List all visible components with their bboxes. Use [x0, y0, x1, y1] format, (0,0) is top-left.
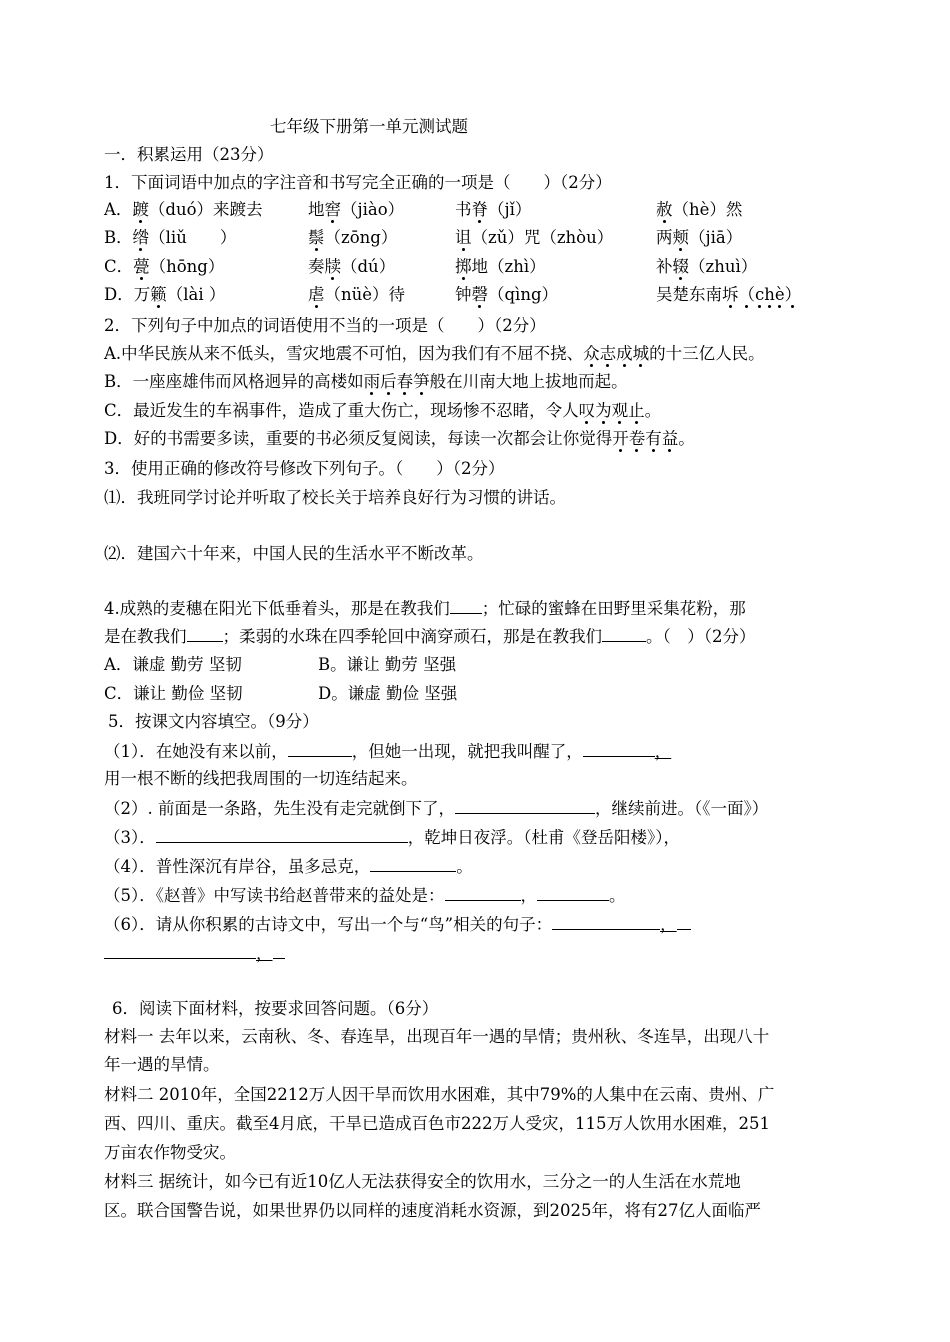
emphasis-dot-char: 雨 [363, 372, 381, 391]
material-line: 万亩农作物受灾。 [104, 1143, 236, 1162]
question-4-option-c: C．谦让 勤俭 坚韧 [104, 684, 243, 703]
answer-blank[interactable] [677, 913, 691, 930]
emphasis-dot-char: è [774, 285, 785, 304]
emphasis-dot-char: 坼 [722, 285, 739, 304]
question-5-item-4: （4）．普性深沉有岸谷，虽多忌克， 。 [104, 857, 473, 876]
emphasis-dot-char: h [764, 285, 775, 304]
question-2-option-d: D．好的书需要多读，重要的书必须反复阅读，每读一次都会让你觉得开卷有益。 [104, 429, 695, 448]
material-line: 材料二 2010年，全国2212万人因干旱而饮用水困难，其中79%的人集中在云南、贵州、广 [104, 1085, 775, 1104]
emphasis-dot-char: 后 [380, 372, 397, 391]
question-3-sentence-1: ⑴．我班同学讨论并听取了校长关于培养良好行为习惯的讲话。 [104, 488, 566, 507]
answer-blank[interactable] [273, 942, 285, 959]
question-5-stem: 5．按课文内容填空。（9分） [108, 712, 319, 731]
material-line: 区。联合国警告说，如果世界仍以同样的速度消耗水资源，到2025年，将有27亿人面临严 [104, 1201, 761, 1220]
emphasis-dot-char: 春 [396, 372, 414, 391]
emphasis-dot-char: 为 [595, 401, 612, 420]
question-2-option-b: B．一座座雄伟而风格迥异的高楼如雨后春笋般在川南大地上拔地而起。 [104, 372, 628, 391]
question-3-stem: 3．使用正确的修改符号修改下列句子。（ ）（2分） [104, 459, 505, 478]
question-2-option-c: C．最近发生的车祸事件，造成了重大伤亡，现场惨不忍睹，令人叹为观止。 [104, 401, 662, 420]
material-line: 西、四川、重庆。截至4月底，干旱已造成百色市222万人受灾，115万人饮用水困难，251 [104, 1114, 770, 1133]
answer-blank[interactable] [450, 597, 482, 614]
answer-blank[interactable] [537, 884, 609, 901]
question-4-option-d: D。谦虚 勤俭 坚强 [318, 684, 458, 703]
material-line: 材料三 据统计，如今已有近10亿人无法获得安全的饮用水，三分之一的人生活在水荒地 [104, 1172, 741, 1191]
answer-blank[interactable] [156, 826, 408, 843]
question-5-item-3: （3）． ，乾坤日夜浮。（杜甫《登岳阳楼》）， [104, 828, 680, 847]
answer-blank[interactable] [370, 855, 456, 872]
answer-blank[interactable] [187, 625, 223, 642]
question-4-option-b: B。谦让 勤劳 坚强 [318, 655, 457, 674]
question-6-stem: 6．阅读下面材料，按要求回答问题。（6分） [112, 999, 439, 1018]
question-5-item-5: （5）．《赵普》中写读书给赵普带来的益处是： ， 。 [104, 886, 626, 905]
answer-blank[interactable] [104, 942, 256, 959]
question-4-line-2: 是在教我们 ；柔弱的水珠在四季轮回中滴穿顽石，那是在教我们 。（ ）（2分） [104, 627, 756, 646]
emphasis-dot-char: 城 [632, 344, 650, 363]
section-heading: 一．积累运用（23分） [104, 145, 274, 164]
emphasis-dot-char: 卷 [628, 429, 646, 448]
emphasis-dot-char: 众 [583, 344, 600, 363]
question-2-option-a: A.中华民族从来不低头，雪灾地震不可怕，因为我们有不屈不挠、众志成城的十三亿人民。 [104, 344, 765, 363]
question-5-item-1-cont: 用一根不断的线把我周围的一切连结起来。 [104, 769, 418, 788]
question-2-stem: 2．下列句子中加点的词语使用不当的一项是（ ）（2分） [104, 316, 546, 335]
question-4-option-a: A．谦虚 勤劳 坚韧 [104, 655, 242, 674]
question-1-stem: 1．下面词语中加点的字注音和书写完全正确的一项是（ ）（2分） [104, 173, 612, 192]
page-title: 七年级下册第一单元测试题 [270, 117, 468, 136]
answer-blank[interactable] [602, 625, 646, 642]
question-5-item-6: （6）．请从你积累的古诗文中，写出一个与“鸟”相关的句子： ， [104, 913, 691, 936]
emphasis-dot-char: 止 [628, 401, 645, 420]
emphasis-dot-char: ） [784, 285, 802, 304]
dotted-phrase [583, 344, 649, 363]
question-5-item-1: （1）．在她没有来以前， ，但她一出现，就把我叫醒了， ， [104, 742, 672, 761]
answer-blank[interactable] [445, 884, 521, 901]
emphasis-dot-char: 成 [616, 344, 633, 363]
material-line: 年一遇的旱情。 [104, 1055, 220, 1074]
answer-blank[interactable] [288, 740, 352, 757]
answer-blank[interactable] [552, 913, 660, 930]
emphasis-dot-char: 叹 [578, 401, 596, 420]
question-5-item-6-cont: ， [104, 942, 285, 965]
answer-blank[interactable] [455, 797, 595, 814]
emphasis-dot-char: 观 [611, 401, 629, 420]
answer-blank[interactable] [583, 740, 655, 757]
emphasis-dot-char: 志 [599, 344, 617, 363]
question-3-sentence-2: ⑵．建国六十年来，中国人民的生活水平不断改革。 [104, 544, 484, 563]
emphasis-dot-char: 有 [645, 429, 662, 448]
emphasis-dot-char: 开 [612, 429, 629, 448]
emphasis-dot-char: c [755, 285, 765, 304]
question-4-line-1: 4.成熟的麦穗在阳光下低垂着头，那是在教我们 ；忙碌的蜜蜂在田野里采集花粉，那 [104, 599, 746, 618]
material-line: 材料一 去年以来，云南秋、冬、春连旱，出现百年一遇的旱情；贵州秋、冬连旱，出现八十 [104, 1027, 770, 1046]
emphasis-dot-char: （ [738, 285, 755, 304]
emphasis-dot-char: 笋 [413, 372, 430, 391]
question-5-item-2: （2）. 前面是一条路，先生没有走完就倒下了， ，继续前进。（《一面》） [104, 799, 769, 818]
emphasis-dot-char: 益 [661, 429, 679, 448]
